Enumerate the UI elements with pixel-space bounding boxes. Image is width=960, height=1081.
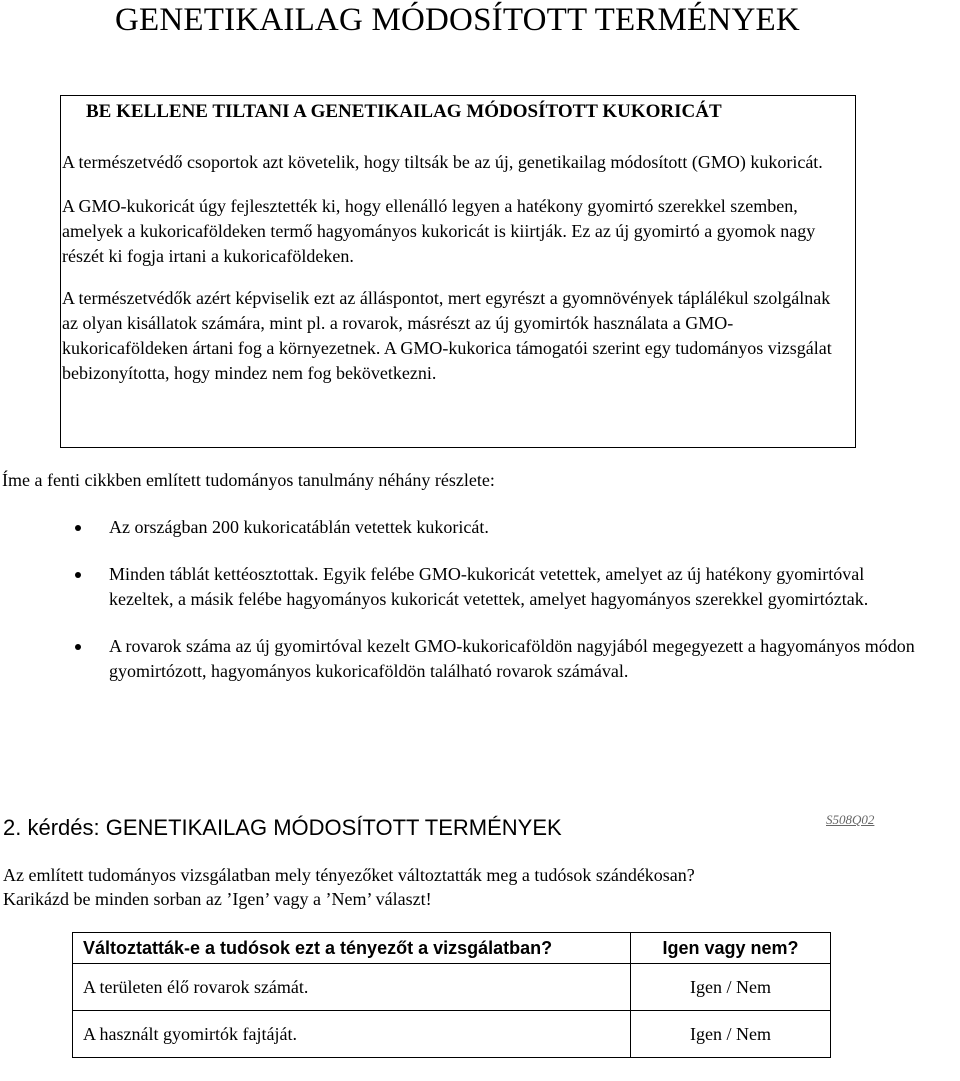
study-intro: Íme a fenti cikkben említett tudományos tanulmány néhány részlete: [2, 470, 495, 490]
table-cell-factor: A területen élő rovarok számát. [73, 964, 631, 1011]
article-heading: BE KELLENE TILTANI A GENETIKAILAG MÓDOSÍTOTT KUKORICÁT [86, 101, 722, 122]
list-item-text: A rovarok száma az új gyomirtóval kezelt GMO-kukoricaföldön nagyjából megegyezett a hagyományos módon gyomirtózott, hagyományos kukoricaföldön található rovarok számával. [109, 636, 915, 681]
question-text-line: Az említett tudományos vizsgálatban mely tényezőket változtatták meg a tudósok szándékosan? [3, 865, 695, 885]
answer-table [72, 932, 831, 1058]
bullet-icon [75, 572, 81, 578]
list-item [0, 634, 930, 684]
article-box [60, 95, 856, 448]
answer-choice[interactable]: Igen / Nem [631, 964, 831, 1011]
question-title: 2. kérdés: GENETIKAILAG MÓDOSÍTOTT TERMÉNYEK [3, 815, 562, 840]
page-title: GENETIKAILAG MÓDOSÍTOTT TERMÉNYEK [115, 2, 800, 38]
study-details-list [0, 515, 930, 706]
list-item-text: Az országban 200 kukoricatáblán vetettek kukoricát. [109, 517, 489, 537]
list-item-text: Minden táblát kettéosztottak. Egyik felébe GMO-kukoricát vetettek, amelyet az új hatékony gyomirtóval kezeltek, a másik felébe hagyományos kukoricát vetettek, amelyet hagyományos szerekkel gyomirtóztak. [109, 564, 869, 609]
question-text [3, 863, 695, 911]
article-paragraph: A természetvédők azért képviselik ezt az álláspontot, mert egyrészt a gyomnövények táplálékul szolgálnak az olyan kisállatok számára, mint pl. a rovarok, másrészt az új gyomirtók használata a GMO-kukoricaföldeken ártani fog a környezetnek. A GMO-kukorica támogatói szerint egy tudományos vizsgálat bebizonyította, hogy mindez nem fog bekövetkezni. [62, 288, 832, 383]
table-row [73, 964, 831, 1011]
article-paragraph: A természetvédő csoportok azt követelik, hogy tiltsák be az új, genetikailag módosított (GMO) kukoricát. [62, 152, 823, 172]
list-item [0, 515, 930, 540]
table-cell-factor: A használt gyomirtók fajtáját. [73, 1011, 631, 1058]
list-item [0, 562, 930, 612]
question-instruction: Karikázd be minden sorban az ’Igen’ vagy a ’Nem’ választ! [3, 889, 432, 909]
table-header-answer: Igen vagy nem? [631, 933, 831, 964]
bullet-icon [75, 644, 81, 650]
bullet-icon [75, 525, 81, 531]
table-header-factor: Változtatták-e a tudósok ezt a tényezőt a vizsgálatban? [73, 933, 631, 964]
question-code: S508Q02 [826, 812, 875, 827]
table-header-row [73, 933, 831, 964]
table-row [73, 1011, 831, 1058]
answer-choice[interactable]: Igen / Nem [631, 1011, 831, 1058]
article-paragraph: A GMO-kukoricát úgy fejlesztették ki, hogy ellenálló legyen a hatékony gyomirtó szerekkel szemben, amelyek a kukoricaföldeken termő hagyományos kukoricát is kiirtják. Ez az új gyomirtó a gyomok nagy részét ki fogja irtani a kukoricaföldeken. [62, 196, 816, 266]
